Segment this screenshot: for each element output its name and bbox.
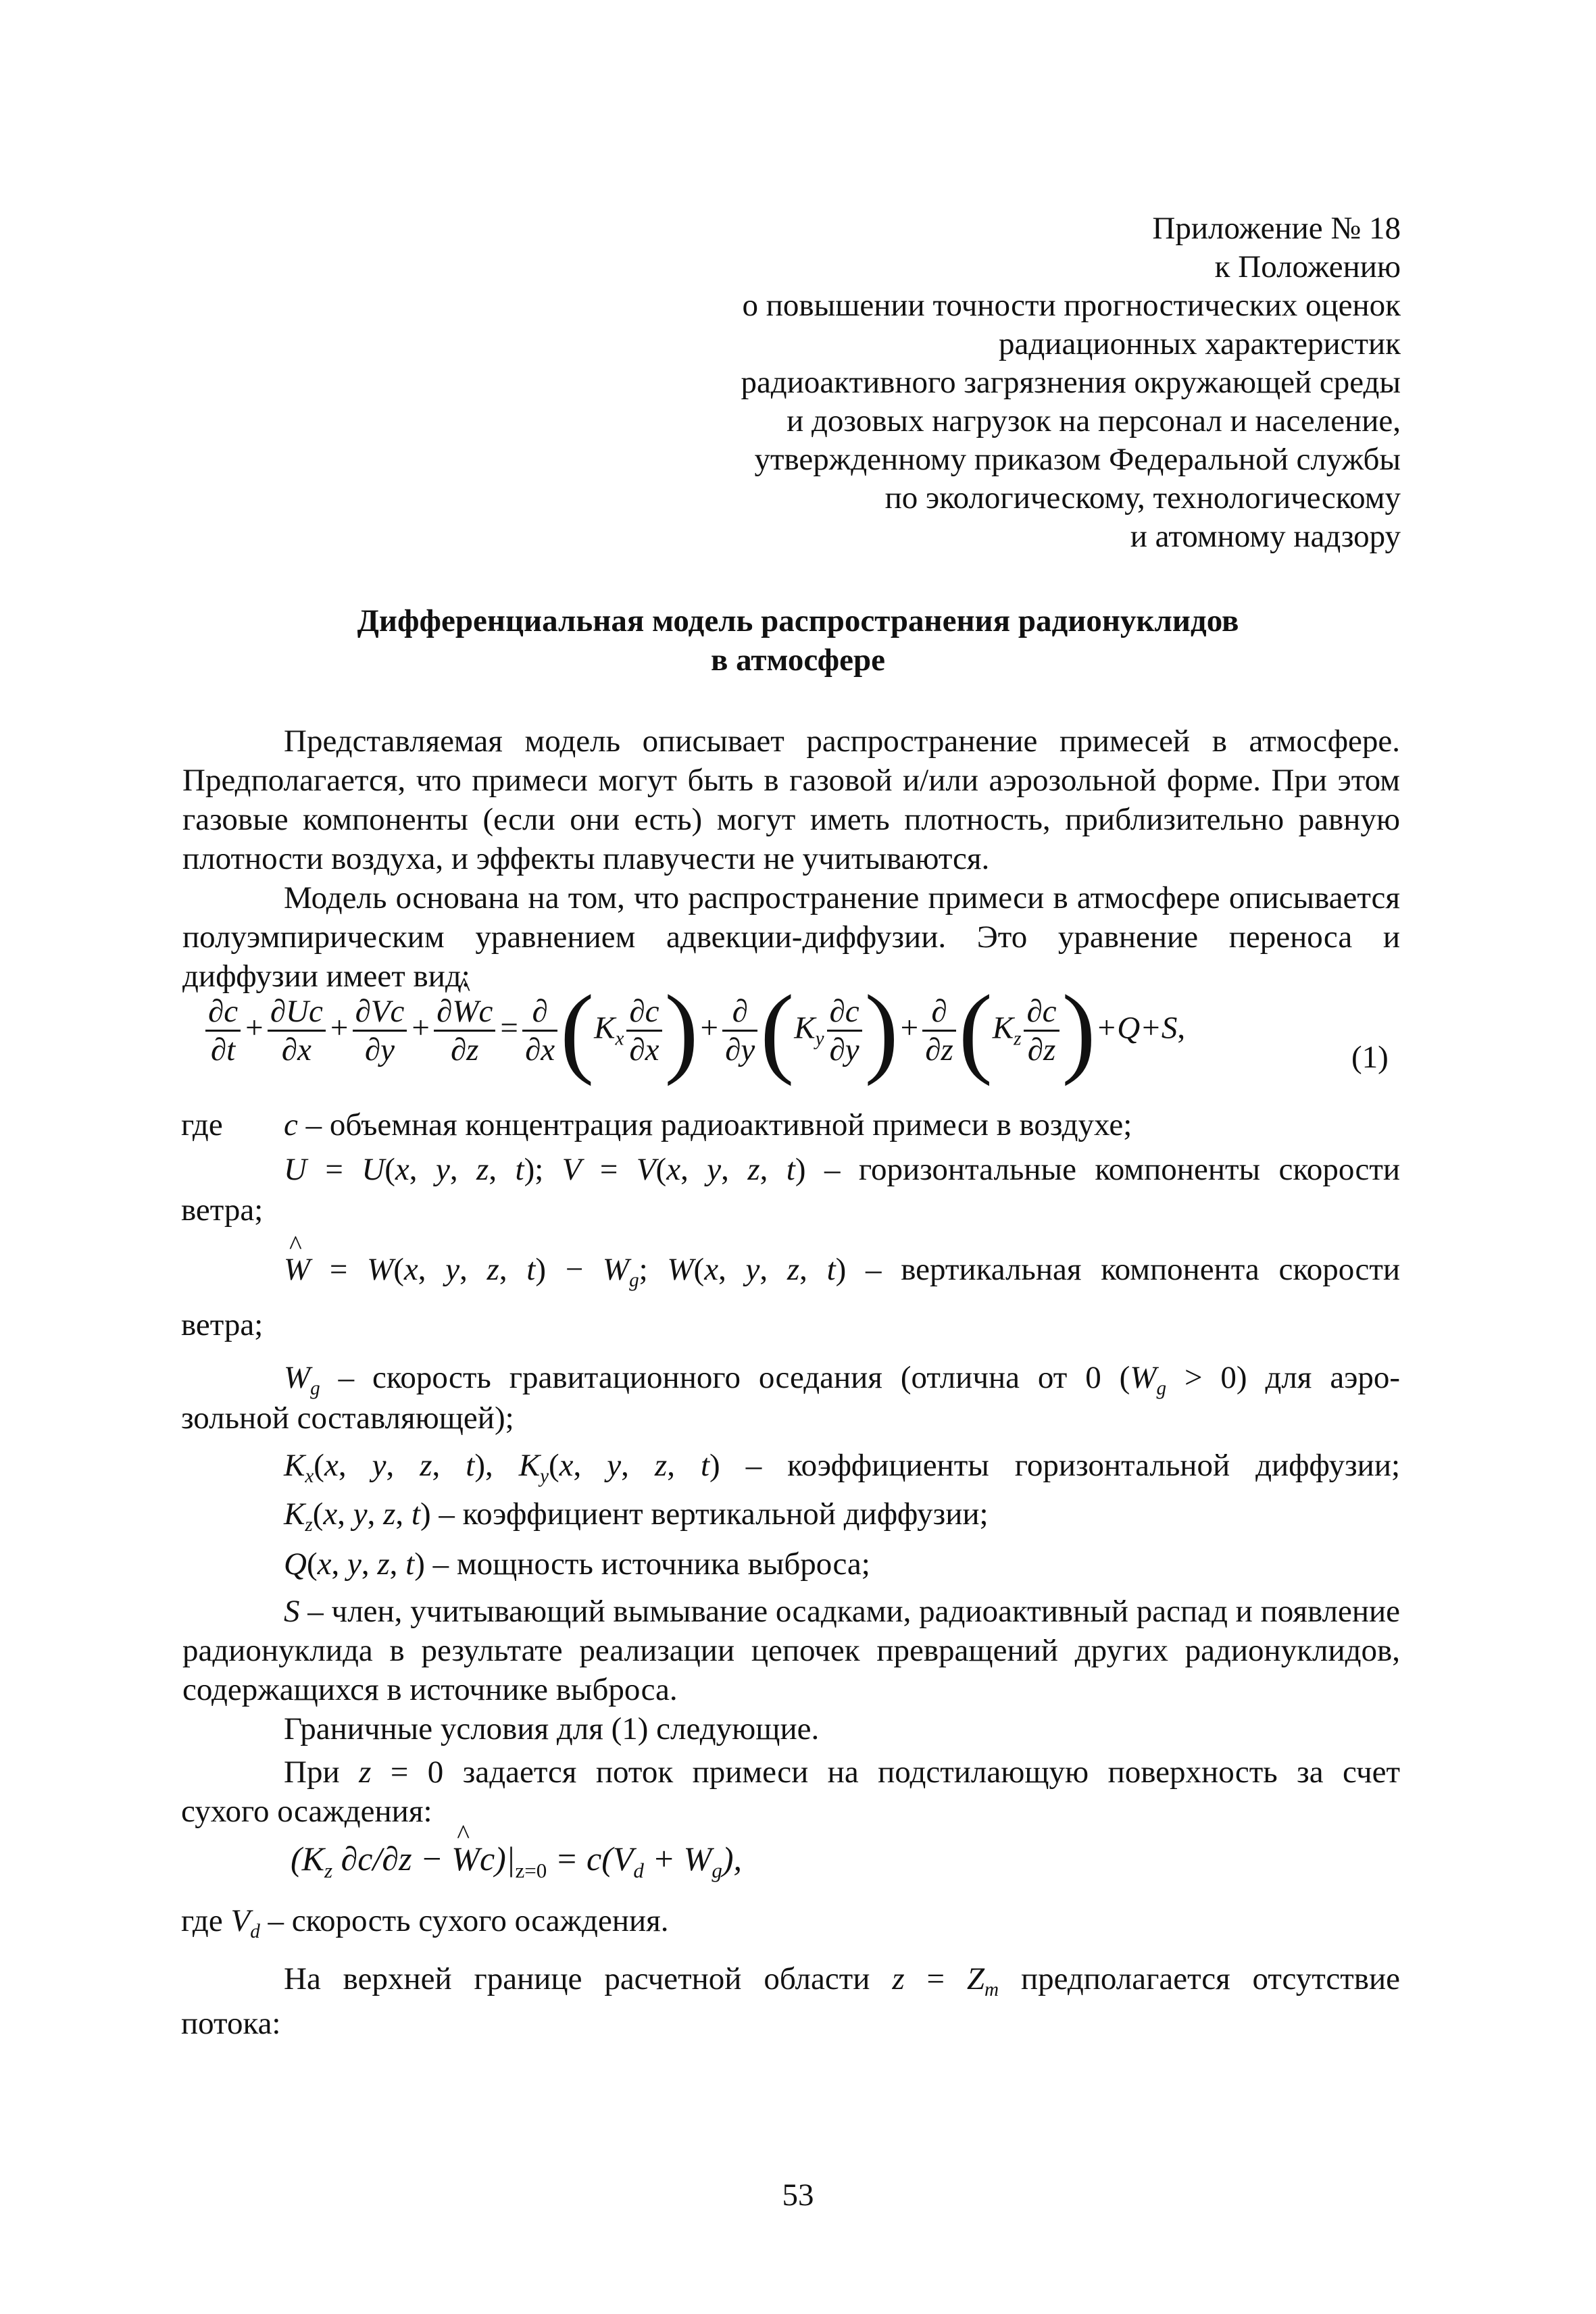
q-definition-text: – мощность источника выброса; bbox=[432, 1546, 870, 1582]
wind-label-2: ветра; bbox=[181, 1307, 264, 1342]
top-boundary-text-a: На верхней границе расчетной области bbox=[284, 1961, 870, 1996]
wg-definition-cont: зольной составляющей); bbox=[181, 1401, 514, 1436]
s-definition: S – член, учитывающий вымывание осадками, радиоактивный распад и появление радионуклида в результате реализации цепочек превращений других радионуклидов, содержащихся в источнике выброса. bbox=[182, 1594, 1401, 1707]
c-definition: c – объемная концентрация радиоактивной примеси в воздухе; bbox=[284, 1107, 1132, 1142]
intro-paragraph-2: Модель основана на том, что распространение примеси в атмосфере описывается полуэмпирическим уравнением адвекции-диффузии. Это уравнение переноса и диффузии имеет вид: bbox=[182, 880, 1400, 994]
c-definition-text: – объемная концентрация радиоактивной примеси в воздухе; bbox=[305, 1107, 1132, 1142]
z0-condition-cont: сухого осаждения: bbox=[181, 1794, 432, 1829]
z0-condition: При z = 0 задается поток примеси на подстилающую поверхность за счет bbox=[284, 1755, 1400, 1790]
header-line: и дозовых нагрузок на персонал и население, bbox=[787, 403, 1401, 438]
title-line-1: Дифференциальная модель распространения радионуклидов bbox=[357, 603, 1239, 638]
uv-definition-text: – горизонтальные компоненты скорости bbox=[824, 1152, 1401, 1187]
uv-definition: U = U(x, y, z, t); V = V(x, y, z, t) – горизонтальные компоненты скорости bbox=[284, 1152, 1401, 1187]
header-line: радиационных характеристик bbox=[999, 326, 1401, 361]
header-line: радиоактивного загрязнения окружающей среды bbox=[741, 365, 1401, 400]
vd-definition: где $V_d$ – скорость сухого осаждения. bbox=[181, 1903, 669, 1943]
wg-definition-text-b: для аэро- bbox=[1265, 1360, 1401, 1395]
z0-text-b: задается поток примеси на подстилающую поверхность за счет bbox=[462, 1755, 1400, 1790]
kxy-definition: $K_x(x$, y, z, t), $K_y(x$, y, z, t) – коэффициенты горизонтальной диффузии; bbox=[284, 1448, 1401, 1488]
header-line: и атомному надзору bbox=[1130, 519, 1401, 554]
kz-definition-text: – коэффициент вертикальной диффузии; bbox=[439, 1496, 989, 1532]
vd-definition-text: – скорость сухого осаждения. bbox=[268, 1903, 669, 1938]
w-definition: ^ W = W(x, y, z, $t) - W_g$; W(x, y, z, t) – вертикальная компонента скорости bbox=[284, 1250, 1400, 1289]
boundary-equation: ($K_z$ ∂c/∂z − ^ $Wc)|_{z=0} = c(V_d + W_g)$, bbox=[291, 1839, 742, 1878]
where-label: где bbox=[181, 1107, 223, 1142]
top-boundary: На верхней границе расчетной области $z = Z_m$ предполагается отсутствие bbox=[284, 1961, 1401, 2001]
wg-definition: $W_g$ – скорость гравитационного оседания (отлична от 0 $(W_g > 0)$ для аэро- bbox=[284, 1360, 1401, 1400]
header-line: по экологическому, технологическому bbox=[884, 480, 1401, 515]
w-definition-text: – вертикальная компонента скорости bbox=[866, 1252, 1401, 1287]
header-line: утвержденному приказом Федеральной службы bbox=[754, 442, 1401, 477]
vd-where: где bbox=[181, 1903, 223, 1938]
wind-label-1: ветра; bbox=[181, 1192, 264, 1228]
header-line: о повышении точности прогностических оценок bbox=[742, 288, 1401, 323]
boundary-intro: Граничные условия для (1) следующие. bbox=[284, 1711, 820, 1746]
top-boundary-text-b: предполагается отсутствие bbox=[1020, 1961, 1401, 1996]
title-line-2: в атмосфере bbox=[710, 643, 886, 678]
wg-definition-text-a: – скорость гравитационного оседания (отлична от 0 bbox=[338, 1360, 1101, 1395]
z0-text-a: При bbox=[284, 1755, 340, 1790]
equation-1: $\frac{\partial c}{\partial t}$ + $\frac{\partial Uc}{\partial x}$ + $\frac{\partial Vc}{\partial y}$ + $\frac{\partial\^{} Wc}{\partial z}$ = $\frac{\partial}{\partial x}$ ($K_x$ $\frac{\partial c}{\partial x}$ )+ $\frac{\partial}{\partial y}$ ($K_y$ $\frac{\partial c}{\partial y}$ )+ $\frac{\partial}{\partial z}$ ($K_z$ $\frac{\partial c}{\partial z}$ )+Q+S, bbox=[203, 993, 1351, 1068]
appendix-header bbox=[554, 209, 1401, 556]
top-boundary-cont: потока: bbox=[181, 2006, 281, 2041]
document-title bbox=[176, 601, 1420, 680]
s-definition-text: – член, учитывающий вымывание осадками, радиоактивный распад и появление радионуклида в результате реализации цепочек превращений других радионуклидов, содержащихся в источнике выброса. bbox=[182, 1594, 1401, 1707]
page-number: 53 bbox=[782, 2178, 814, 2213]
equation-1-number: (1) bbox=[1351, 1040, 1389, 1075]
intro-paragraph-1: Представляемая модель описывает распространение примесей в атмосфере. Предполагается, что примеси могут быть в газовой и/или аэрозольной форме. При этом газовые компоненты (если они есть) могут иметь плотность, приблизительно равную плотности воздуха, и эффекты плавучести не учитываются. bbox=[182, 724, 1400, 876]
q-definition: Q(x, y, z, t) – мощность источника выброса; bbox=[284, 1546, 870, 1582]
header-line: Приложение № 18 bbox=[1152, 211, 1401, 246]
header-line: к Положению bbox=[1214, 249, 1401, 284]
kz-definition: $K_z(x$, y, z, t) – коэффициент вертикальной диффузии; bbox=[284, 1496, 989, 1536]
kxy-definition-text: – коэффициенты горизонтальной диффузии; bbox=[745, 1448, 1401, 1483]
